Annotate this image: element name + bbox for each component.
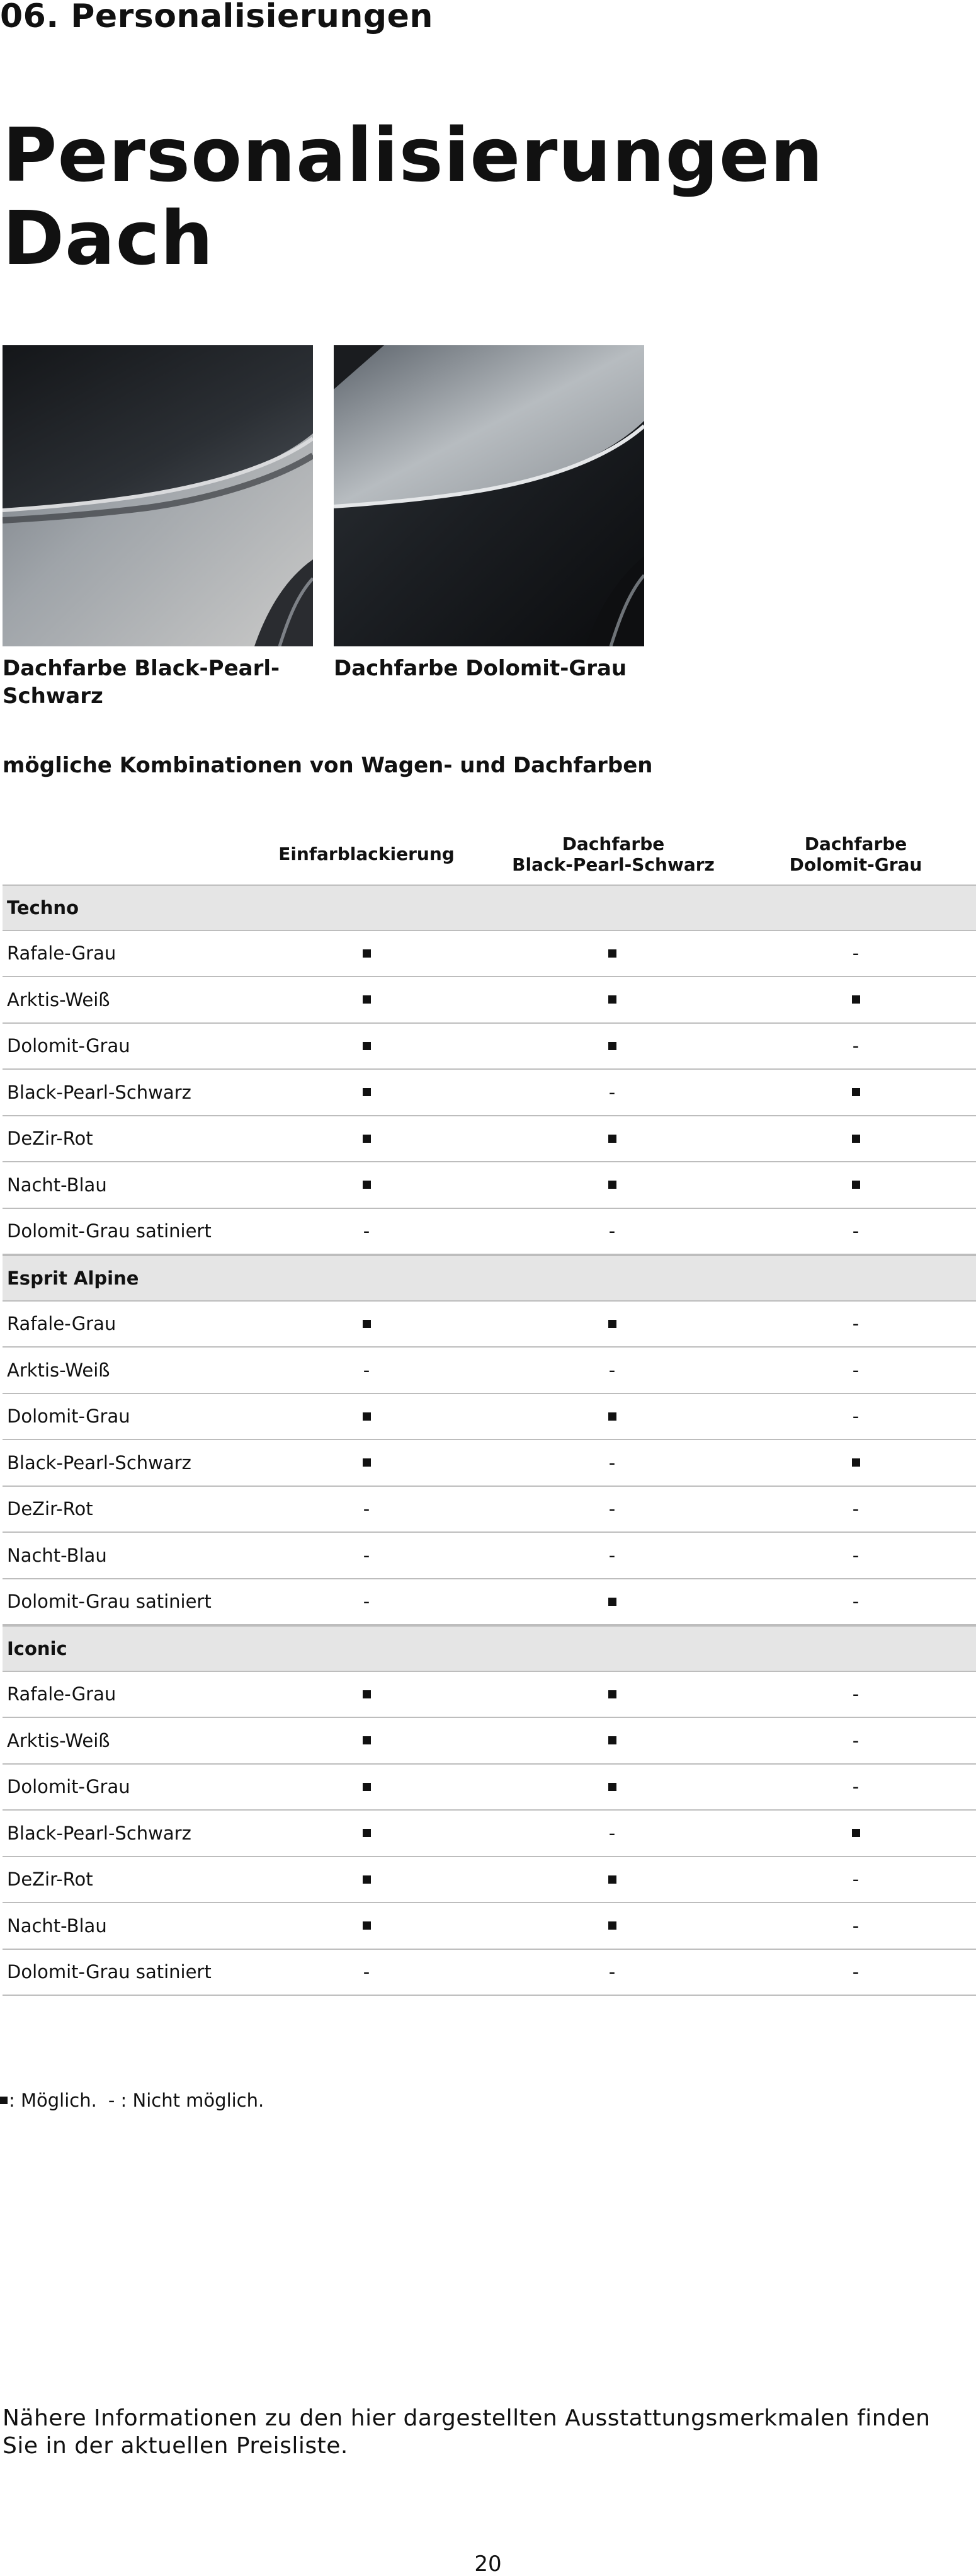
- not-possible-marker: -: [608, 1961, 616, 1983]
- page-title: [3, 113, 824, 280]
- not-possible-marker: -: [852, 1961, 860, 1983]
- not-possible-marker: -: [608, 1359, 616, 1381]
- row-label: Nacht-Blau: [7, 1544, 107, 1566]
- square-marker-icon: [363, 1875, 371, 1884]
- square-marker-icon: [852, 1088, 860, 1096]
- not-possible-marker: -: [852, 1683, 860, 1705]
- square-marker-icon: [363, 1042, 371, 1050]
- swatch-caption: Dachfarbe Black-Pearl-Schwarz: [3, 656, 280, 709]
- table-row: [3, 1024, 976, 1070]
- row-label: Dolomit-Grau satiniert: [7, 1961, 212, 1983]
- row-label: Rafale-Grau: [7, 1683, 116, 1705]
- possible-marker: [593, 1579, 631, 1625]
- not-possible-marker: -: [852, 1776, 860, 1798]
- square-marker-icon: [608, 1783, 616, 1791]
- table-row: [3, 1718, 976, 1765]
- possible-marker: [837, 977, 875, 1022]
- square-marker-icon: [363, 1181, 371, 1189]
- possible-marker: [593, 1718, 631, 1763]
- table-row: [3, 1533, 976, 1579]
- row-label: Black-Pearl-Schwarz: [7, 1451, 191, 1474]
- section-heading: 06. Personalisierungen: [0, 0, 433, 35]
- group-label: Iconic: [7, 1637, 67, 1659]
- row-label: Nacht-Blau: [7, 1915, 107, 1937]
- possible-marker: [348, 1394, 385, 1440]
- possible-marker: [593, 1903, 631, 1949]
- footnote: Nähere Informationen zu den hier dargestellten Ausstattungsmerkmalen finden Sie in der aktuellen Preisliste.: [3, 2405, 931, 2459]
- column-header-line: Dachfarbe: [804, 833, 907, 854]
- not-possible-marker: -: [363, 1961, 370, 1983]
- page-number: 20: [474, 2551, 502, 2576]
- possible-marker: [348, 1765, 385, 1810]
- square-marker-icon: [852, 1458, 860, 1467]
- group-row: [3, 884, 976, 931]
- possible-marker: [593, 977, 631, 1022]
- table-row: [3, 1579, 976, 1626]
- possible-marker: [593, 1024, 631, 1069]
- not-possible-marker: -: [608, 1081, 616, 1103]
- square-marker-icon: [608, 1181, 616, 1189]
- square-marker-icon: [363, 995, 371, 1004]
- row-label: Black-Pearl-Schwarz: [7, 1822, 191, 1844]
- square-marker-icon: [363, 1783, 371, 1791]
- not-possible-marker: -: [852, 1729, 860, 1751]
- possible-marker: [593, 1857, 631, 1903]
- not-possible-marker: -: [852, 1869, 860, 1891]
- row-label: Arktis-Weiß: [7, 1359, 110, 1381]
- square-marker-icon: [608, 1921, 616, 1930]
- square-marker-icon: [852, 1135, 860, 1143]
- possible-marker: [348, 1302, 385, 1347]
- row-label: Nacht-Blau: [7, 1174, 107, 1196]
- row-label: Dolomit-Grau: [7, 1776, 130, 1798]
- possible-marker: [837, 1162, 875, 1208]
- possible-marker: [837, 1440, 875, 1485]
- table-row: [3, 1672, 976, 1719]
- row-label: Rafale-Grau: [7, 942, 116, 965]
- square-marker-icon: [363, 1412, 371, 1421]
- row-label: DeZir-Rot: [7, 1128, 93, 1150]
- not-possible-marker: -: [363, 1544, 370, 1566]
- not-possible-marker: -: [608, 1451, 616, 1474]
- group-row: [3, 1625, 976, 1672]
- table-row: [3, 1348, 976, 1394]
- column-header-line: Black-Pearl-Schwarz: [512, 854, 715, 875]
- roof-dolomit-grau-image: [334, 345, 644, 646]
- row-label: Dolomit-Grau: [7, 1405, 130, 1428]
- square-marker-icon: [608, 1412, 616, 1421]
- possible-marker: [348, 1718, 385, 1763]
- square-marker-icon: [608, 1736, 616, 1744]
- possible-marker: [348, 1024, 385, 1069]
- group-label: Esprit Alpine: [7, 1267, 139, 1289]
- table-row: [3, 1394, 976, 1441]
- table-row: [3, 1302, 976, 1348]
- page-title-line-2: Dach: [3, 195, 214, 282]
- possible-marker: [837, 1116, 875, 1162]
- not-possible-marker: -: [852, 1220, 860, 1242]
- possible-marker: [593, 1765, 631, 1810]
- not-possible-marker: -: [852, 1544, 860, 1566]
- row-label: Dolomit-Grau: [7, 1035, 130, 1057]
- legend-possible: : Möglich.: [9, 2090, 97, 2111]
- possible-marker: [593, 1162, 631, 1208]
- table-row: [3, 1950, 976, 1996]
- square-marker-icon: [608, 1875, 616, 1884]
- row-label: Dolomit-Grau satiniert: [7, 1220, 212, 1242]
- square-marker-icon: [363, 1088, 371, 1096]
- column-header-einfarblackierung: Einfarblackierung: [278, 844, 455, 865]
- possible-marker: [348, 1162, 385, 1208]
- possible-marker: [348, 1811, 385, 1856]
- roof-black-pearl-schwarz-image: [3, 345, 313, 646]
- possible-marker: [348, 1116, 385, 1162]
- combinations-heading: mögliche Kombinationen von Wagen- und Dachfarben: [3, 753, 653, 778]
- square-marker-icon: [852, 995, 860, 1004]
- possible-marker: [593, 931, 631, 976]
- row-label: Arktis-Weiß: [7, 988, 110, 1010]
- square-marker-icon: [852, 1181, 860, 1189]
- not-possible-marker: -: [852, 942, 860, 965]
- square-marker-icon: [363, 949, 371, 958]
- row-label: Black-Pearl-Schwarz: [7, 1081, 191, 1103]
- table-row: [3, 1487, 976, 1533]
- square-marker-icon: [363, 1458, 371, 1467]
- possible-marker: [593, 1672, 631, 1717]
- square-marker-icon: [608, 949, 616, 958]
- square-marker-icon: [363, 1736, 371, 1744]
- possible-marker: [348, 1857, 385, 1903]
- column-header-line: Dolomit-Grau: [789, 854, 922, 875]
- not-possible-marker: -: [852, 1591, 860, 1613]
- swatch-caption: Dachfarbe Dolomit-Grau: [334, 656, 627, 681]
- square-marker-icon: [363, 1135, 371, 1143]
- table-row: [3, 1857, 976, 1904]
- table-body: [3, 884, 976, 1996]
- column-header-black-pearl-schwarz: [481, 824, 746, 884]
- square-marker-icon: [608, 1042, 616, 1050]
- possible-marker: [837, 1070, 875, 1115]
- possible-marker: [837, 1811, 875, 1856]
- swatch-dolomit-grau: [334, 345, 644, 683]
- possible-marker: [348, 1903, 385, 1949]
- not-possible-marker: -: [852, 1359, 860, 1381]
- table-row: [3, 977, 976, 1024]
- possible-marker: [348, 977, 385, 1022]
- square-marker-icon: [608, 1135, 616, 1143]
- row-label: Arktis-Weiß: [7, 1729, 110, 1751]
- row-label: Rafale-Grau: [7, 1313, 116, 1335]
- square-marker-icon: [608, 1320, 616, 1328]
- not-possible-marker: -: [852, 1915, 860, 1937]
- square-marker-icon: [608, 1598, 616, 1606]
- possible-marker: [593, 1302, 631, 1347]
- not-possible-marker: -: [608, 1220, 616, 1242]
- page-title-line-1: Personalisierungen: [3, 112, 824, 198]
- legend-not-possible: - : Nicht möglich.: [108, 2090, 264, 2111]
- table-header: [3, 824, 976, 884]
- possible-marker: [348, 931, 385, 976]
- column-header-line: Dachfarbe: [562, 833, 665, 854]
- not-possible-marker: -: [852, 1035, 860, 1057]
- not-possible-marker: -: [363, 1498, 370, 1520]
- row-label: Dolomit-Grau satiniert: [7, 1591, 212, 1613]
- table-row: [3, 1116, 976, 1163]
- color-combination-table: [3, 824, 976, 1996]
- swatch-black-pearl-schwarz: [3, 345, 313, 710]
- not-possible-marker: -: [363, 1220, 370, 1242]
- square-marker-icon: [0, 2097, 8, 2104]
- square-marker-icon: [608, 1690, 616, 1698]
- table-row: [3, 1209, 976, 1256]
- table-row: [3, 1070, 976, 1116]
- table-row: [3, 1765, 976, 1811]
- square-marker-icon: [363, 1320, 371, 1328]
- possible-marker: [348, 1070, 385, 1115]
- possible-marker: [593, 1116, 631, 1162]
- not-possible-marker: -: [363, 1591, 370, 1613]
- not-possible-marker: -: [852, 1498, 860, 1520]
- square-marker-icon: [363, 1829, 371, 1837]
- not-possible-marker: -: [852, 1313, 860, 1335]
- not-possible-marker: -: [363, 1359, 370, 1381]
- group-row: [3, 1255, 976, 1302]
- square-marker-icon: [363, 1690, 371, 1698]
- not-possible-marker: -: [608, 1498, 616, 1520]
- legend: [0, 2090, 264, 2111]
- square-marker-icon: [608, 995, 616, 1004]
- possible-marker: [593, 1394, 631, 1440]
- not-possible-marker: -: [608, 1544, 616, 1566]
- possible-marker: [348, 1672, 385, 1717]
- square-marker-icon: [363, 1921, 371, 1930]
- row-label: DeZir-Rot: [7, 1498, 93, 1520]
- table-row: [3, 1903, 976, 1950]
- row-label: DeZir-Rot: [7, 1869, 93, 1891]
- group-label: Techno: [7, 896, 79, 919]
- column-header-dolomit-grau: [723, 824, 976, 884]
- table-row: [3, 1162, 976, 1209]
- possible-marker: [348, 1440, 385, 1485]
- not-possible-marker: -: [608, 1822, 616, 1844]
- table-row: [3, 1440, 976, 1487]
- table-row: [3, 1811, 976, 1857]
- square-marker-icon: [852, 1829, 860, 1837]
- not-possible-marker: -: [852, 1405, 860, 1428]
- table-row: [3, 931, 976, 978]
